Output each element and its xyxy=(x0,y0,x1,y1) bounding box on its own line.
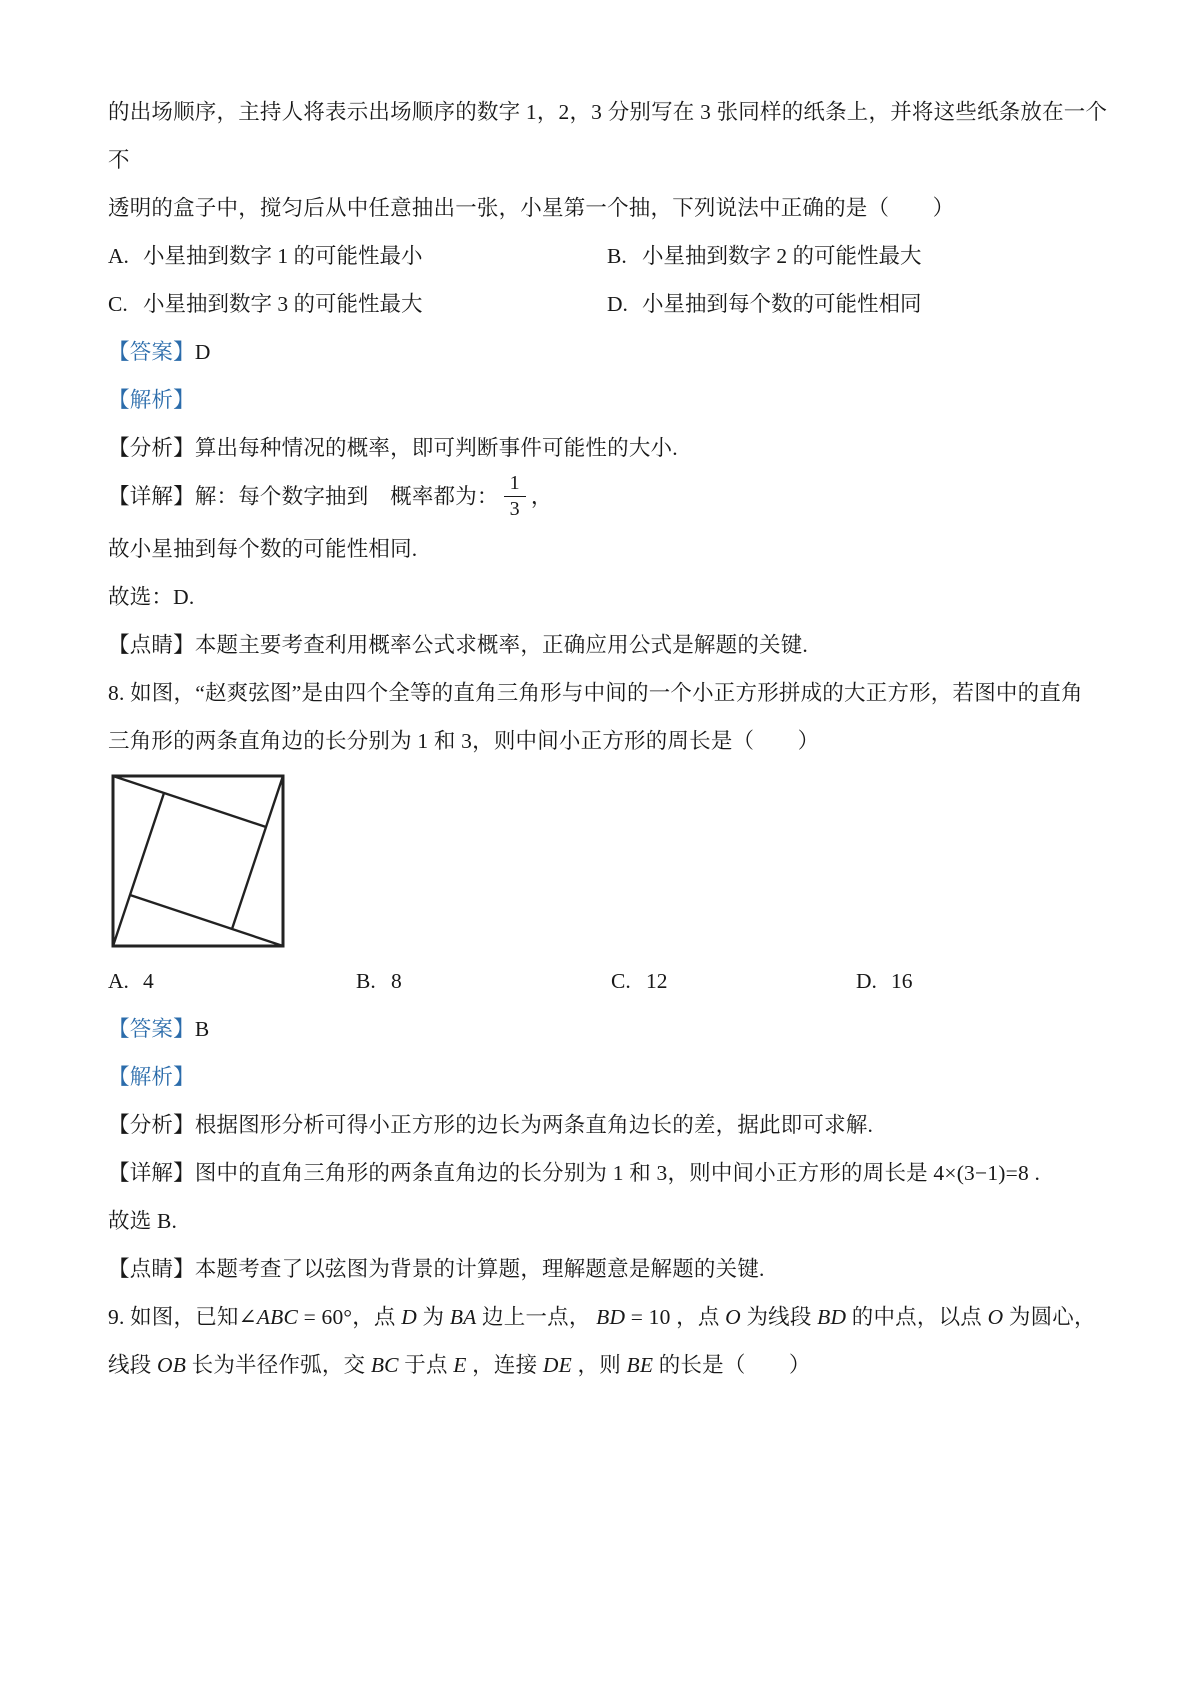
xiangjie-text-post: ， xyxy=(530,484,553,509)
q7-xiangjie-line xyxy=(108,472,1112,525)
option-text: 4 xyxy=(143,969,154,993)
q7-analysis-header xyxy=(108,376,1112,424)
option-label: C. xyxy=(108,292,128,316)
q7-stem-line2: 透明的盒子中，搅匀后从中任意抽出一张，小星第一个抽，下列说法中正确的是（ ） xyxy=(108,196,955,220)
option-label: B. xyxy=(607,244,627,268)
xiangjie-text: 解：每个数字抽到 概率都为： xyxy=(194,484,499,509)
xiangjie-tag: 【详解】 xyxy=(108,1161,195,1185)
option-text: 小星抽到数字 2 的可能性最大 xyxy=(642,244,922,268)
fraction-one-third xyxy=(504,472,526,521)
q8-fenxi-line xyxy=(108,1101,1112,1149)
q8-options-row xyxy=(108,957,1112,1005)
option-label: D. xyxy=(856,969,877,993)
jiexi-tag: 【解析】 xyxy=(108,388,195,412)
fenxi-text: 算出每种情况的概率，即可判断事件可能性的大小. xyxy=(194,436,678,460)
q7-fenxi-line xyxy=(108,424,1112,472)
fenxi-tag: 【分析】 xyxy=(108,436,195,460)
option-text: 16 xyxy=(891,969,913,993)
option-label: B. xyxy=(356,969,376,993)
fraction-numerator: 1 xyxy=(504,472,526,497)
q7-option-c xyxy=(108,280,607,328)
q8-xiangjie-line xyxy=(108,1149,1112,1197)
zhao-shuang-diagram-svg xyxy=(110,773,286,949)
q9-stem-line1: 9. 如图，已知∠ABC = 60°，点 D 为 BA 边上一点， BD = 10 ，点 O 为线段 BD 的中点，以点 O 为圆心， xyxy=(108,1305,1096,1329)
option-label: C. xyxy=(611,969,631,993)
q8-option-a xyxy=(108,957,356,1005)
answer-tag: 【答案】 xyxy=(108,340,195,364)
q8-option-b xyxy=(356,957,611,1005)
jiexi-tag: 【解析】 xyxy=(108,1065,195,1089)
q8-stem-line2: 三角形的两条直角边的长分别为 1 和 3，则中间小正方形的周长是（ ） xyxy=(108,729,820,753)
q8-analysis-header xyxy=(108,1053,1112,1101)
option-text: 8 xyxy=(391,969,402,993)
answer-value: D xyxy=(194,340,211,364)
q7-options-row2 xyxy=(108,280,1112,328)
option-text: 小星抽到每个数的可能性相同 xyxy=(642,292,922,316)
dianjing-text: 本题考查了以弦图为背景的计算题，理解题意是解题的关键. xyxy=(194,1257,765,1281)
fraction-denominator: 3 xyxy=(509,498,520,520)
option-text: 小星抽到数字 1 的可能性最小 xyxy=(143,244,423,268)
q9-stem-line2: 线段 OB 长为半径作弧，交 BC 于点 E ，连接 DE ，则 BE 的长是（ ） xyxy=(108,1353,811,1377)
q8-option-d xyxy=(856,957,1112,1005)
q7-option-a xyxy=(108,232,607,280)
xiangjie-text: 图中的直角三角形的两条直角边的长分别为 1 和 3，则中间小正方形的周长是 4×(3−1)=8 . xyxy=(194,1161,1041,1185)
dianjing-tag: 【点睛】 xyxy=(108,1257,195,1281)
option-text: 小星抽到数字 3 的可能性最大 xyxy=(143,292,423,316)
option-label: A. xyxy=(108,244,129,268)
option-label: D. xyxy=(607,292,628,316)
zhao-shuang-diagram xyxy=(110,773,286,949)
dianjing-tag: 【点睛】 xyxy=(108,633,195,657)
q7-options-row1 xyxy=(108,232,1112,280)
q8-conclusion: 故选 B. xyxy=(108,1209,178,1233)
fenxi-text: 根据图形分析可得小正方形的边长为两条直角边长的差，据此即可求解. xyxy=(194,1113,874,1137)
q8-answer-line xyxy=(108,1005,1112,1053)
dianjing-text: 本题主要考查利用概率公式求概率，正确应用公式是解题的关键. xyxy=(194,633,808,657)
fenxi-tag: 【分析】 xyxy=(108,1113,195,1137)
q7-dianjing-line xyxy=(108,621,1112,669)
q8-stem-line1: 8. 如图，“赵爽弦图”是由四个全等的直角三角形与中间的一个小正方形拼成的大正方形，若图中的直角 xyxy=(108,681,1083,705)
option-text: 12 xyxy=(646,969,668,993)
answer-tag: 【答案】 xyxy=(108,1017,195,1041)
q7-stem-line1: 的出场顺序，主持人将表示出场顺序的数字 1，2，3 分别写在 3 张同样的纸条上，并将这些纸条放在一个不 xyxy=(108,100,1108,172)
answer-value: B xyxy=(194,1017,210,1041)
option-label: A. xyxy=(108,969,129,993)
q8-option-c xyxy=(611,957,856,1005)
q7-conclusion2: 故选：D. xyxy=(108,585,195,609)
q7-option-b xyxy=(607,232,1112,280)
q7-conclusion1: 故小星抽到每个数的可能性相同. xyxy=(108,537,418,561)
q7-answer-line xyxy=(108,328,1112,376)
xiangjie-tag: 【详解】 xyxy=(108,484,195,509)
q8-dianjing-line xyxy=(108,1245,1112,1293)
q7-option-d xyxy=(607,280,1112,328)
